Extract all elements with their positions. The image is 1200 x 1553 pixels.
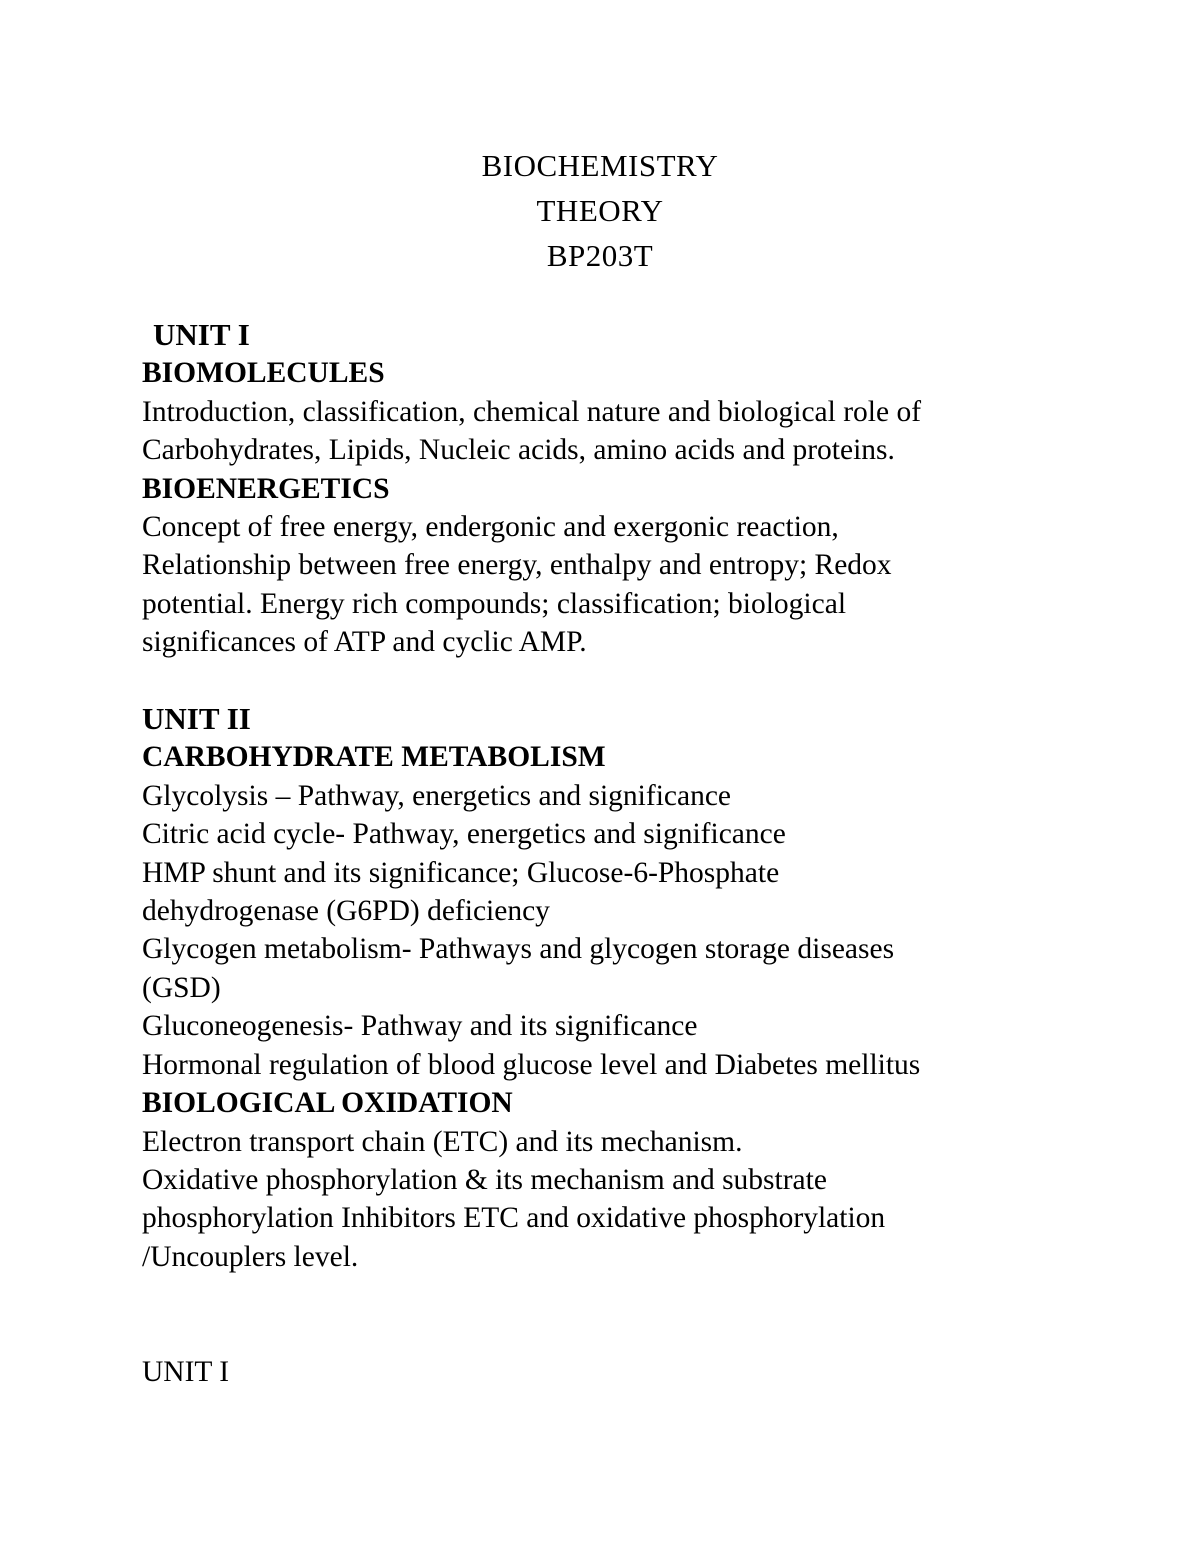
syllabus-content xyxy=(142,316,1102,1391)
footer-unit-heading: UNIT I xyxy=(142,1355,230,1388)
oxidation-line-2: Oxidative phosphorylation & its mechanism and substrate xyxy=(142,1163,827,1196)
document-title-block xyxy=(0,143,1200,278)
carbohydrate-line-2: Citric acid cycle- Pathway, energetics and significance xyxy=(142,818,786,851)
biomolecules-heading: BIOMOLECULES xyxy=(142,357,385,390)
course-type: THEORY xyxy=(536,193,664,228)
section-spacer xyxy=(142,662,1102,700)
subject-title: BIOCHEMISTRY xyxy=(481,148,719,183)
oxidation-line-4: /Uncouplers level. xyxy=(142,1240,359,1273)
bioenergetics-line-2: Relationship between free energy, enthalpy and entropy; Redox xyxy=(142,549,892,582)
carbohydrate-line-7: Gluconeogenesis- Pathway and its significance xyxy=(142,1010,698,1043)
unit-2-heading: UNIT II xyxy=(142,701,251,737)
carbohydrate-line-1: Glycolysis – Pathway, energetics and significance xyxy=(142,779,732,812)
unit-1-heading: UNIT I xyxy=(153,317,250,352)
carbohydrate-line-4: dehydrogenase (G6PD) deficiency xyxy=(142,895,550,928)
carbohydrate-line-8: Hormonal regulation of blood glucose level and Diabetes mellitus xyxy=(142,1048,921,1081)
bioenergetics-line-4: significances of ATP and cyclic AMP. xyxy=(142,626,587,659)
section-spacer-large xyxy=(142,1276,1102,1353)
bioenergetics-line-3: potential. Energy rich compounds; classification; biological xyxy=(142,587,847,620)
carbohydrate-line-5: Glycogen metabolism- Pathways and glycogen storage diseases xyxy=(142,933,895,966)
bioenergetics-heading: BIOENERGETICS xyxy=(142,472,390,505)
oxidation-line-1: Electron transport chain (ETC) and its mechanism. xyxy=(142,1125,743,1158)
oxidation-line-3: phosphorylation Inhibitors ETC and oxidative phosphorylation xyxy=(142,1202,886,1235)
course-code: BP203T xyxy=(546,238,654,273)
carbohydrate-line-3: HMP shunt and its significance; Glucose-6-Phosphate xyxy=(142,856,780,889)
biomolecules-line-1: Introduction, classification, chemical nature and biological role of xyxy=(142,395,922,428)
biomolecules-line-2: Carbohydrates, Lipids, Nucleic acids, amino acids and proteins. xyxy=(142,434,895,467)
carbohydrate-line-6: (GSD) xyxy=(142,971,221,1004)
biological-oxidation-heading: BIOLOGICAL OXIDATION xyxy=(142,1087,513,1120)
carbohydrate-metabolism-heading: CARBOHYDRATE METABOLISM xyxy=(142,741,606,774)
bioenergetics-line-1: Concept of free energy, endergonic and exergonic reaction, xyxy=(142,511,839,544)
